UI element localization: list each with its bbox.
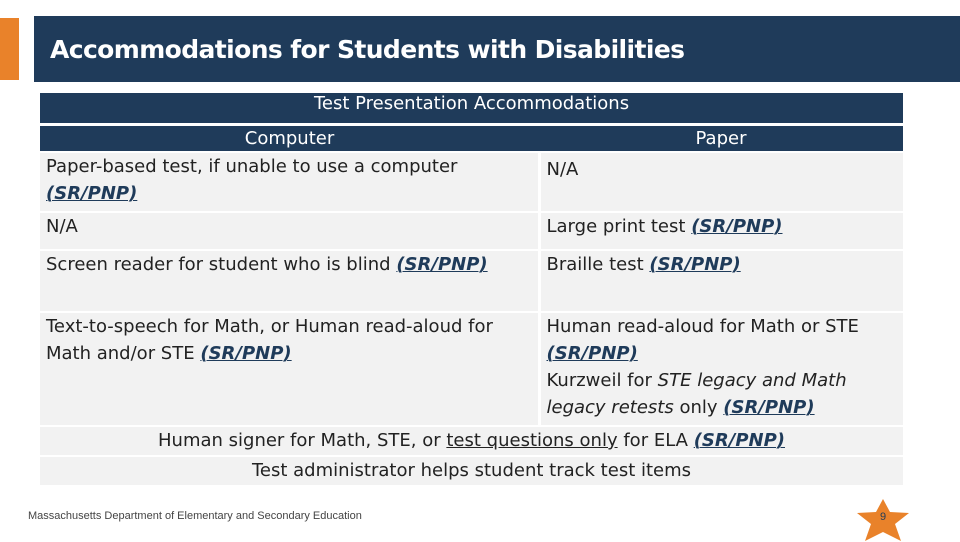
page-number: 9 xyxy=(879,511,887,523)
sr-pnp-code: (SR/PNP) xyxy=(691,216,783,237)
footer-text: Massachusetts Department of Elementary and Secondary Education xyxy=(28,510,362,522)
computer-cell: N/A xyxy=(40,212,539,250)
table-row xyxy=(40,250,903,312)
column-header-computer: Computer xyxy=(40,125,539,153)
table-heading: Test Presentation Accommodations xyxy=(40,93,903,125)
sr-pnp-code: (SR/PNP) xyxy=(396,254,488,275)
paper-cell: Large print test (SR/PNP) xyxy=(539,212,903,250)
computer-cell: Paper-based test, if unable to use a computer (SR/PNP) xyxy=(40,152,539,212)
title-banner xyxy=(34,16,960,82)
table-row xyxy=(40,426,903,456)
table-row xyxy=(40,152,903,212)
table-row xyxy=(40,212,903,250)
column-header-paper: Paper xyxy=(539,125,903,153)
table-heading-row xyxy=(40,93,903,125)
page-number-star-icon xyxy=(854,498,912,542)
table-row xyxy=(40,312,903,426)
computer-cell: Screen reader for student who is blind (SR/PNP) xyxy=(40,250,539,312)
slide-title: Accommodations for Students with Disabilities xyxy=(50,34,685,64)
sr-pnp-code: (SR/PNP) xyxy=(723,397,815,418)
sr-pnp-code: (SR/PNP) xyxy=(200,343,292,364)
sr-pnp-code: (SR/PNP) xyxy=(693,430,785,451)
accommodations-table xyxy=(40,93,903,485)
sr-pnp-code: (SR/PNP) xyxy=(649,254,741,275)
paper-cell: Human read-aloud for Math or STE (SR/PNP) Kurzweil for STE legacy and Math legacy retests only (SR/PNP) xyxy=(539,312,903,426)
sr-pnp-code: (SR/PNP) xyxy=(46,183,138,204)
sr-pnp-code: (SR/PNP) xyxy=(546,343,638,364)
full-width-cell: Test administrator helps student track test items xyxy=(40,456,903,485)
full-width-cell: Human signer for Math, STE, or test questions only for ELA (SR/PNP) xyxy=(40,426,903,456)
accent-bar xyxy=(0,18,19,80)
underlined-phrase: test questions only xyxy=(446,430,618,451)
paper-cell: Braille test (SR/PNP) xyxy=(539,250,903,312)
paper-cell: N/A xyxy=(539,152,903,212)
computer-cell: Text-to-speech for Math, or Human read-aloud for Math and/or STE (SR/PNP) xyxy=(40,312,539,426)
column-header-row xyxy=(40,125,903,153)
table-row xyxy=(40,456,903,485)
